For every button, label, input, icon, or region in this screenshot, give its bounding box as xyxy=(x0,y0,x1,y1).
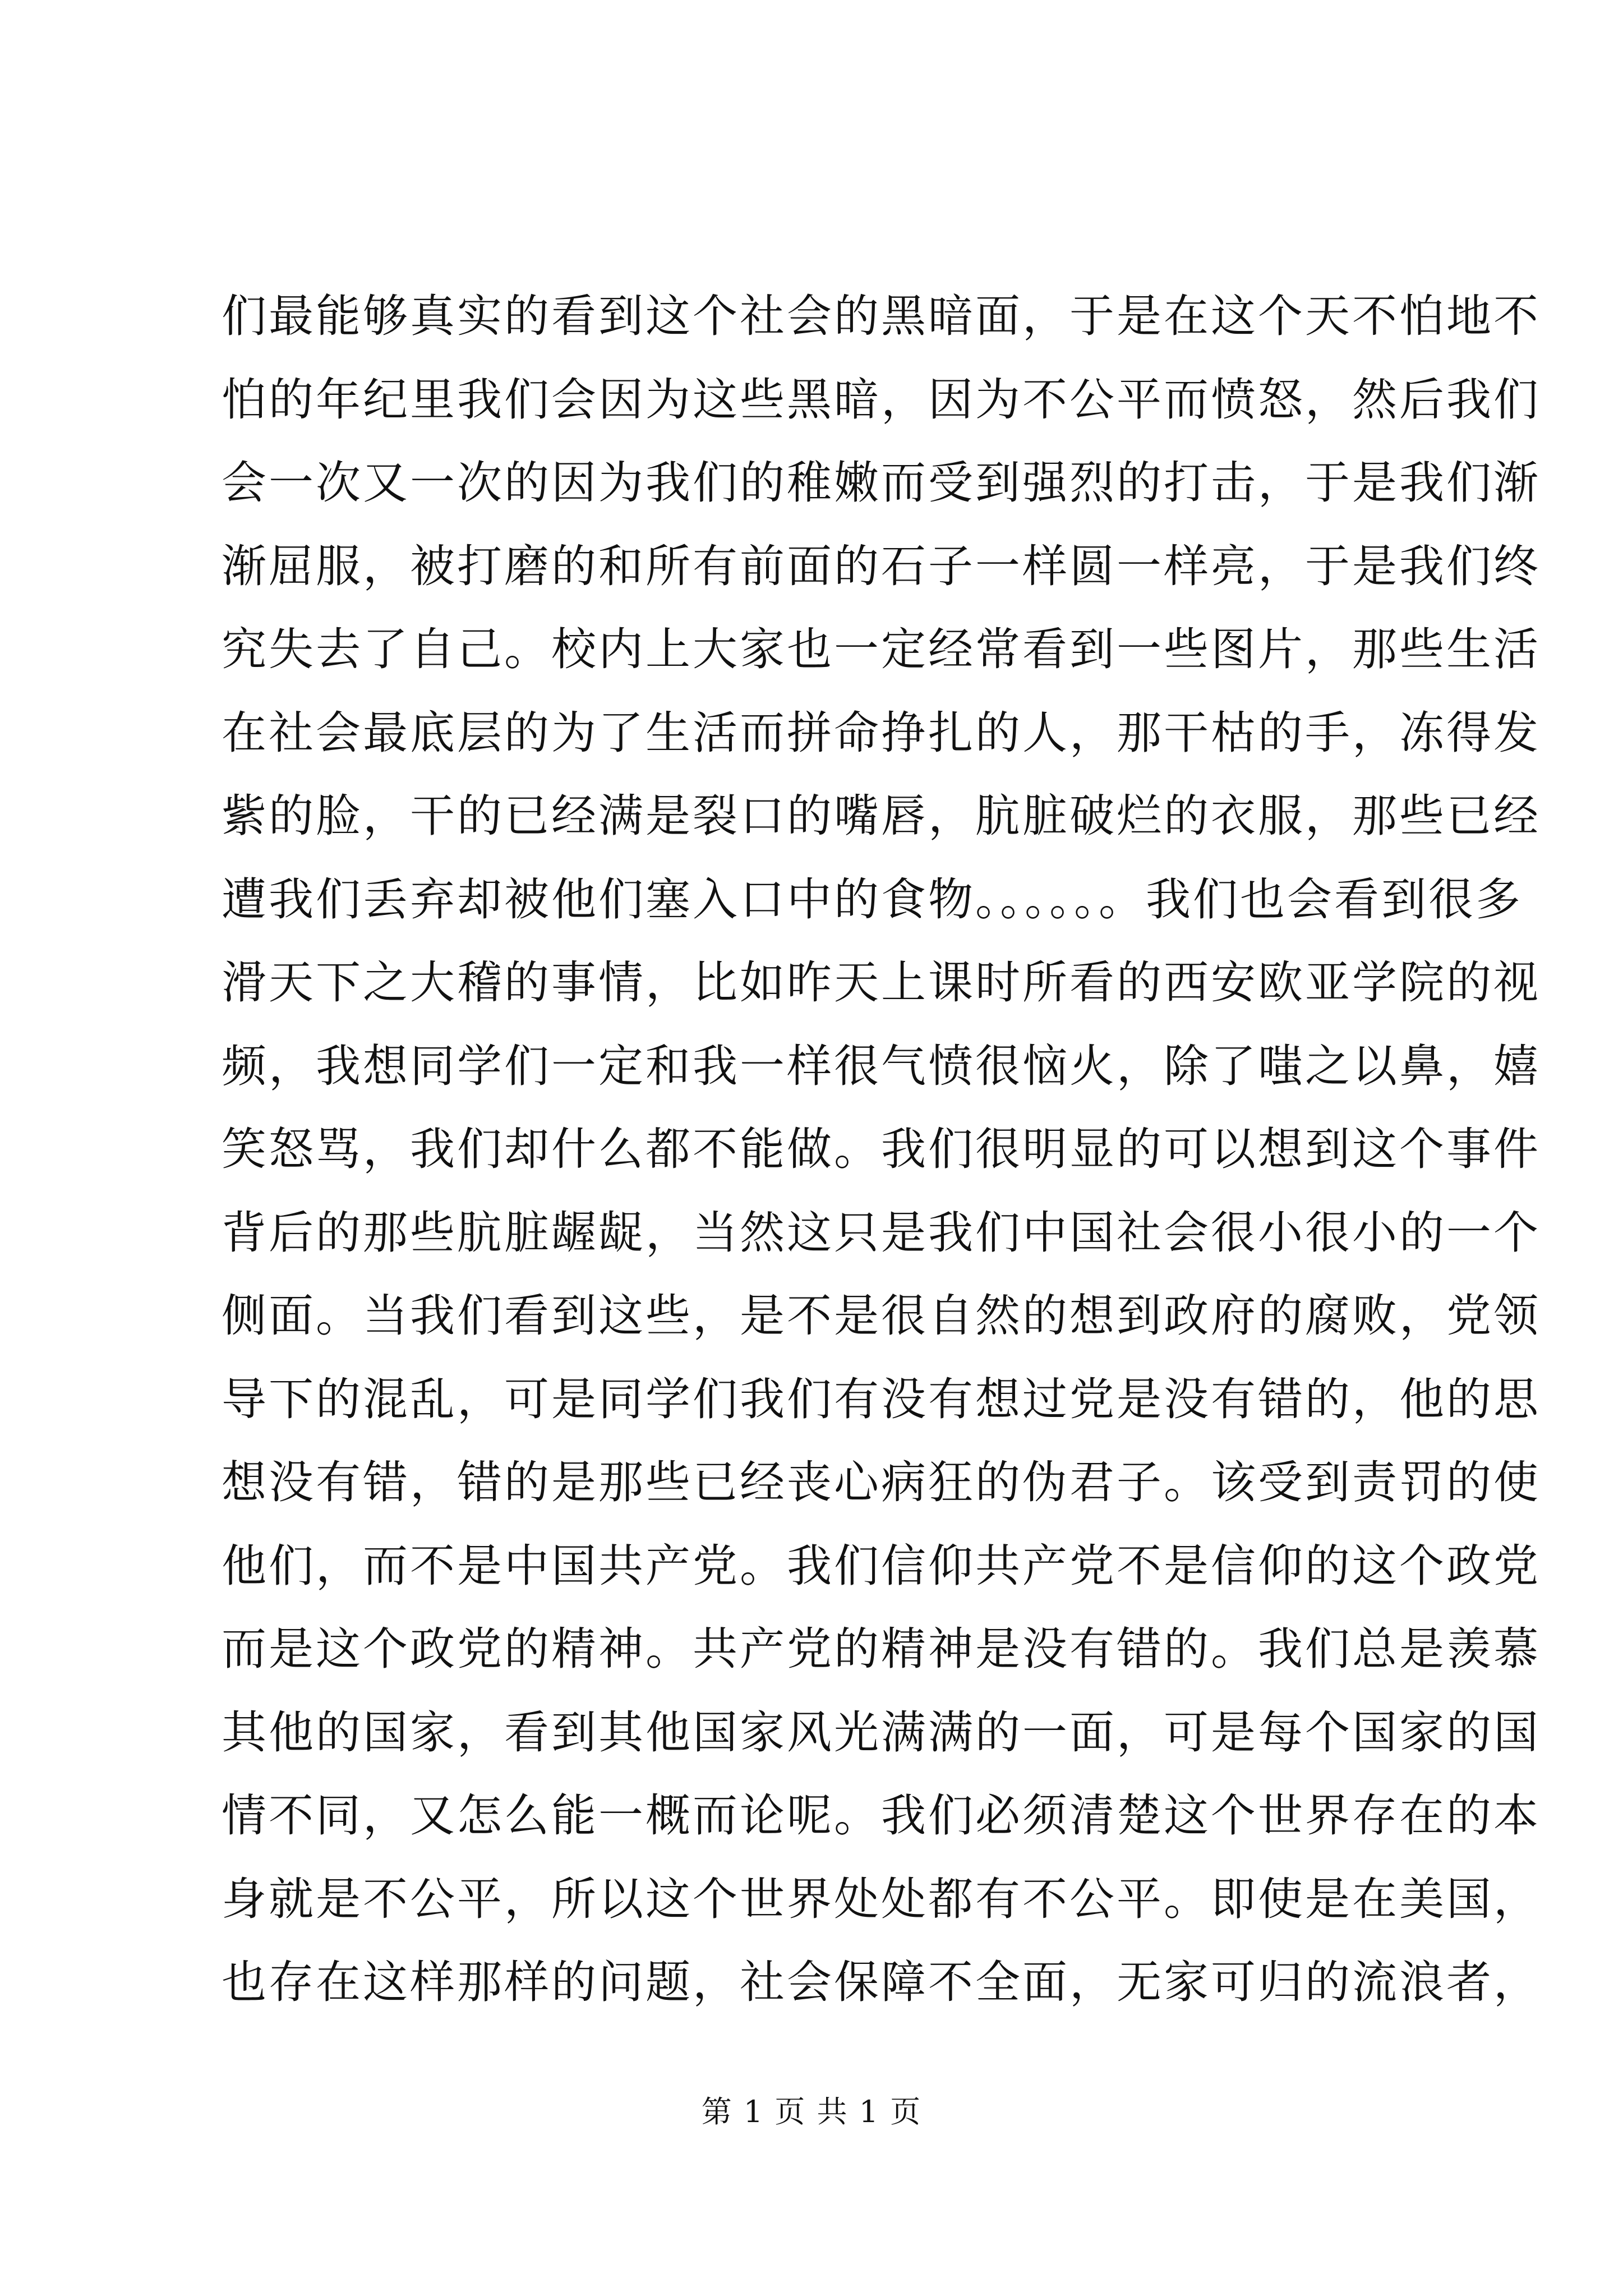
text-line: 想没有错，错的是那些已经丧心病狂的伪君子。该受到责罚的使 xyxy=(222,1456,1541,1508)
text-line: 紫的脸，干的已经满是裂口的嘴唇，肮脏破烂的衣服，那些已经 xyxy=(222,790,1541,842)
page-footer: 第 1 页 共 1 页 xyxy=(701,2094,922,2129)
text-line: 在社会最底层的为了生活而拼命挣扎的人，那干枯的手，冻得发 xyxy=(222,706,1541,759)
text-line: 他们，而不是中国共产党。我们信仰共产党不是信仰的这个政党 xyxy=(222,1539,1541,1592)
text-line: 渐屈服，被打磨的和所有前面的石子一样圆一样亮，于是我们终 xyxy=(222,540,1541,592)
text-line: 导下的混乱，可是同学们我们有没有想过党是没有错的，他的思 xyxy=(222,1373,1541,1425)
text-line: 究失去了自己。校内上大家也一定经常看到一些图片，那些生活 xyxy=(222,623,1541,675)
text-line: 也存在这样那样的问题，社会保障不全面，无家可归的流浪者， xyxy=(222,1956,1541,2008)
text-line: 笑怒骂，我们却什么都不能做。我们很明显的可以想到这个事件 xyxy=(222,1123,1541,1175)
text-line: 们最能够真实的看到这个社会的黑暗面，于是在这个天不怕地不 xyxy=(222,290,1541,342)
text-line: 身就是不公平，所以这个世界处处都有不公平。即使是在美国， xyxy=(222,1872,1541,1925)
text-line: 滑天下之大稽的事情，比如昨天上课时所看的西安欧亚学院的视 xyxy=(222,956,1541,1009)
text-line: 怕的年纪里我们会因为这些黑暗，因为不公平而愤怒，然后我们 xyxy=(222,373,1541,426)
body-text xyxy=(222,275,1541,2024)
text-line: 侧面。当我们看到这些，是不是很自然的想到政府的腐败，党领 xyxy=(222,1290,1541,1342)
text-line: 遭我们丢弃却被他们塞入口中的食物。。。。。。我们也会看到很多 xyxy=(222,873,1523,926)
text-line: 情不同，又怎么能一概而论呢。我们必须清楚这个世界存在的本 xyxy=(222,1789,1541,1842)
text-line: 而是这个政党的精神。共产党的精神是没有错的。我们总是羡慕 xyxy=(222,1623,1541,1675)
text-line: 背后的那些肮脏龌龊，当然这只是我们中国社会很小很小的一个 xyxy=(222,1206,1541,1259)
text-line: 频，我想同学们一定和我一样很气愤很恼火，除了嗤之以鼻，嬉 xyxy=(222,1039,1541,1092)
text-line: 其他的国家，看到其他国家风光满满的一面，可是每个国家的国 xyxy=(222,1706,1541,1759)
text-line: 会一次又一次的因为我们的稚嫩而受到强烈的打击，于是我们渐 xyxy=(222,457,1541,509)
